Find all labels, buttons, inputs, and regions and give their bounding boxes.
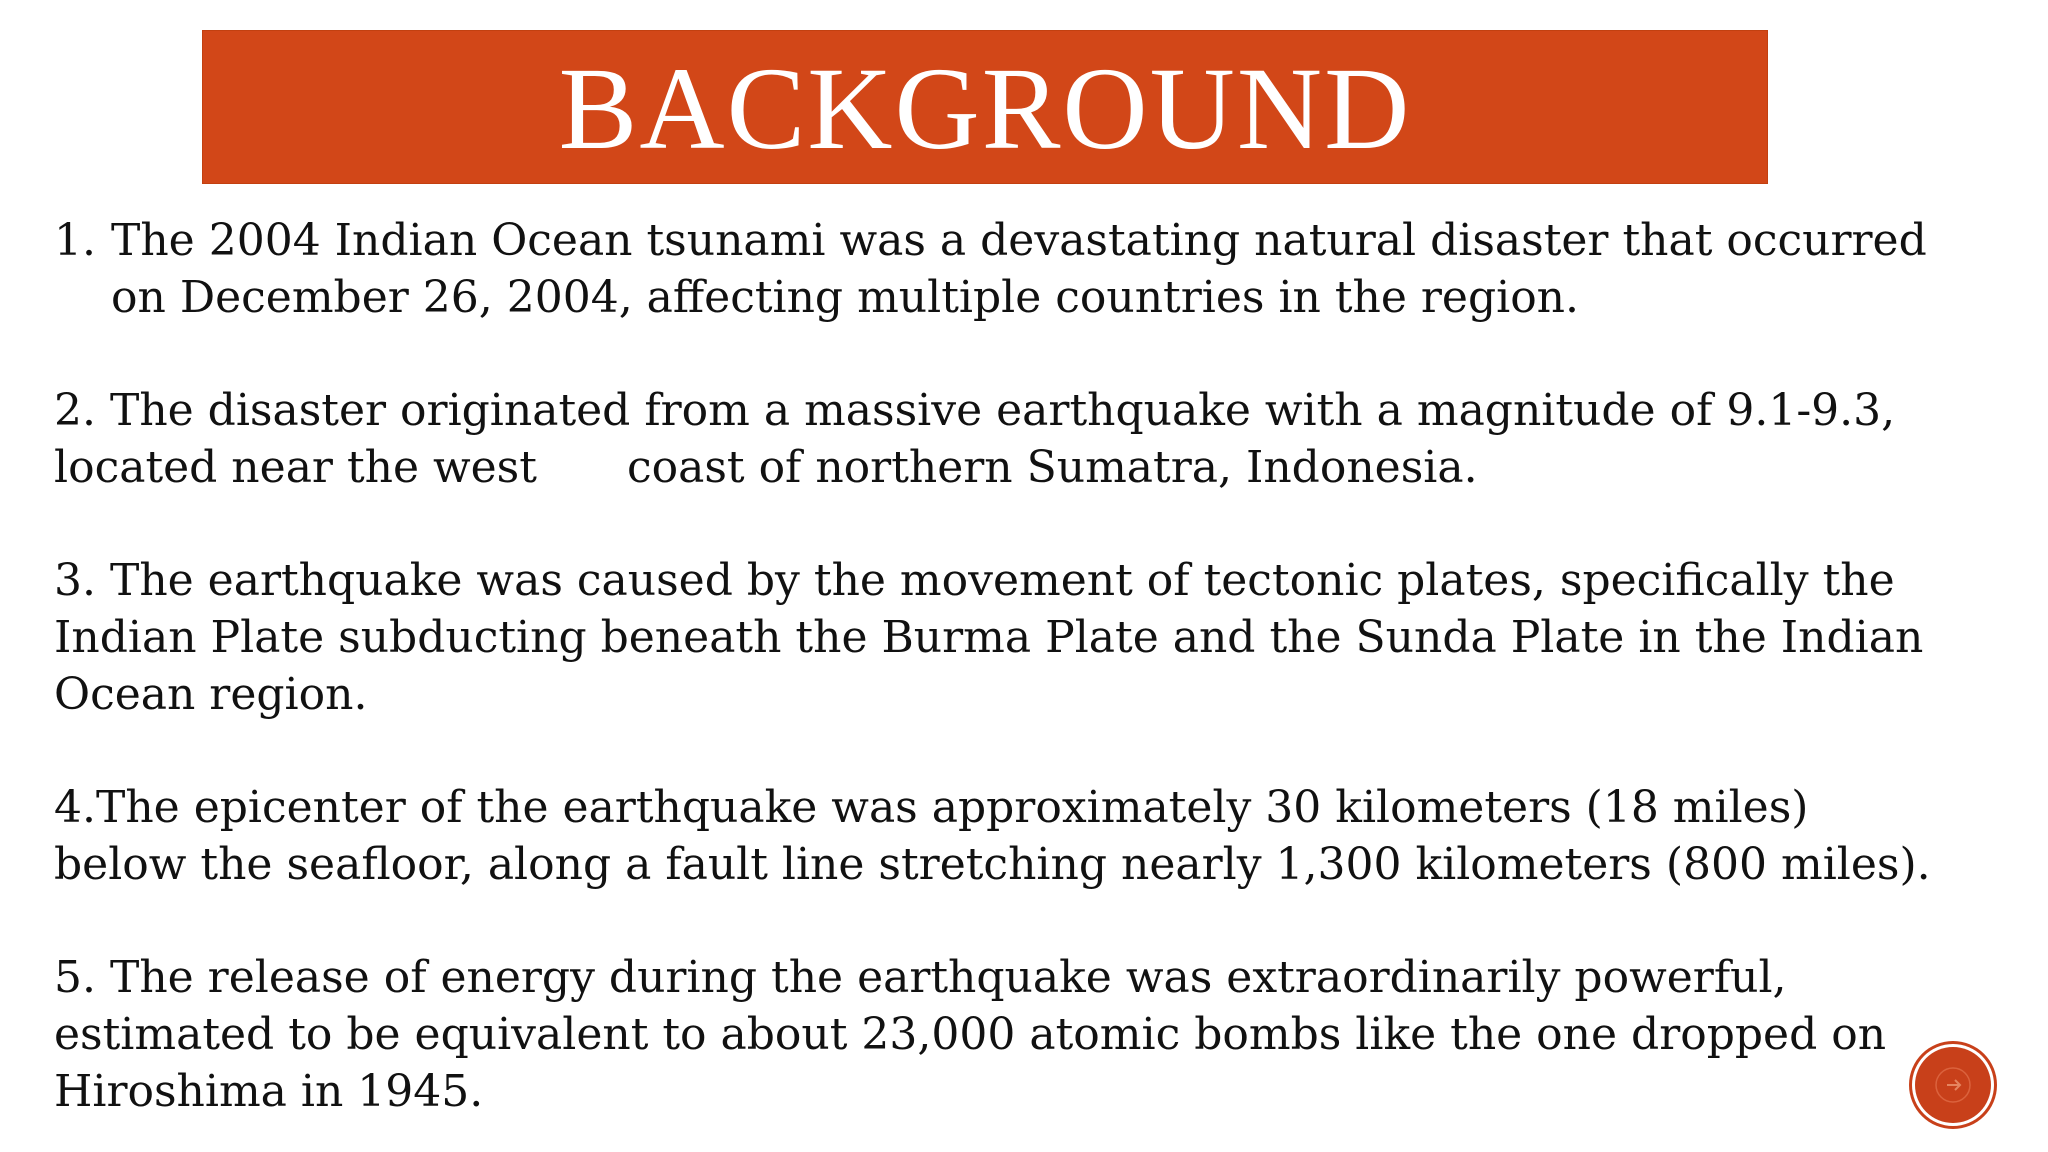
list-item bbox=[54, 779, 1954, 893]
list-item-line: 2. The disaster originated from a massive earthquake with a magnitude of 9.1-9.3, bbox=[54, 385, 1896, 436]
list-item-number: 1. bbox=[54, 215, 96, 266]
list-item bbox=[54, 212, 1954, 326]
title-banner bbox=[202, 30, 1768, 184]
list-item-text-part: coast of northern Sumatra, Indonesia. bbox=[626, 442, 1478, 493]
slide-body bbox=[54, 212, 1954, 1152]
next-slide-button[interactable] bbox=[1915, 1047, 1991, 1123]
list-item-text-part: located near the west bbox=[54, 442, 537, 493]
list-item-line bbox=[54, 439, 1954, 496]
list-item-text: The 2004 Indian Ocean tsunami was a devastating natural disaster that occurred on December 26, 2004, affecting multiple countries in the region. bbox=[111, 215, 1927, 323]
list-item bbox=[54, 382, 1954, 496]
list-item-text: 4.The epicenter of the earthquake was approximately 30 kilometers (18 miles) below the seafloor, along a fault line stretching nearly 1,300 kilometers (800 miles). bbox=[54, 782, 1931, 890]
list-item-text: 3. The earthquake was caused by the movement of tectonic plates, specifically the Indian Plate subducting beneath the Burma Plate and the Sunda Plate in the Indian Ocean region. bbox=[54, 555, 1924, 720]
list-item bbox=[54, 552, 1954, 723]
list-item-text: 5. The release of energy during the earthquake was extraordinarily powerful, estimated to be equivalent to about 23,000 atomic bombs like the one dropped on Hiroshima in 1945. bbox=[54, 952, 1887, 1117]
list-item bbox=[54, 949, 1954, 1120]
slide-title: BACKGROUND bbox=[558, 43, 1412, 174]
next-slide-icon bbox=[1933, 1065, 1973, 1105]
